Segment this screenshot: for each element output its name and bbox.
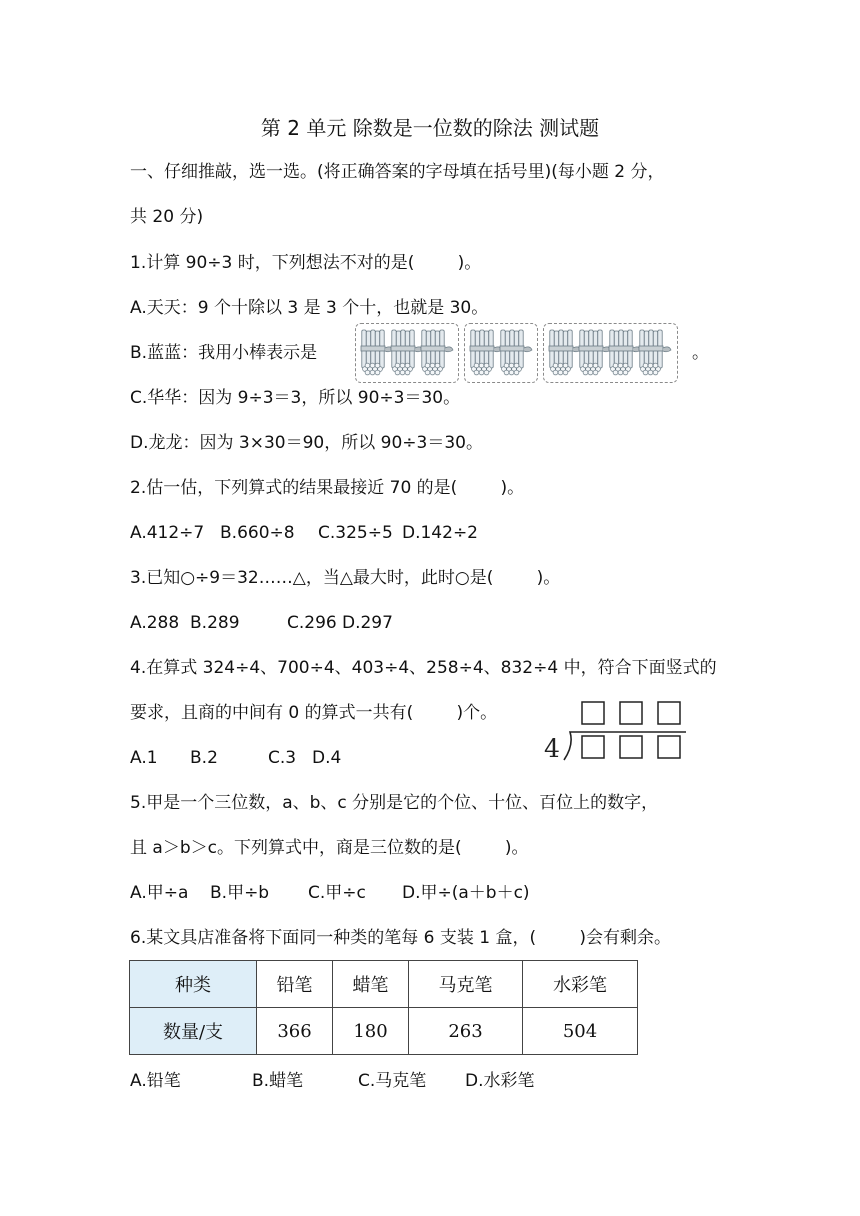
q4-option-c: C.3 [268, 748, 297, 768]
divisor-digit: 4 [544, 734, 560, 763]
section-heading-line1: 一、仔细推敲，选一选。(将正确答案的字母填在括号里)(每小题 2 分， [130, 162, 665, 182]
q6-option-d: D.水彩笔 [465, 1071, 535, 1091]
table-cell: 数量/支 [130, 1008, 257, 1055]
q1-stem: 1.计算 90÷3 时，下列想法不对的是( )。 [130, 253, 482, 273]
table-cell: 180 [333, 1008, 409, 1055]
page-title: 第 2 单元 除数是一位数的除法 测试题 [260, 116, 600, 140]
q4-line1: 4.在算式 324÷4、700÷4、403÷4、258÷4、832÷4 中，符合下面竖式的 [130, 658, 717, 678]
long-division-figure [540, 698, 690, 764]
q6-option-a: A.铅笔 [130, 1071, 181, 1091]
q2-stem: 2.估一估，下列算式的结果最接近 70 的是( )。 [130, 478, 525, 498]
table-cell: 马克笔 [409, 961, 523, 1008]
stick-bundle [470, 330, 502, 375]
bundle-group-1 [355, 323, 459, 383]
bundle-group-2 [464, 323, 538, 383]
q4-option-b: B.2 [190, 748, 218, 768]
q2-option-d: D.142÷2 [402, 523, 479, 543]
q1-option-a: A.天天：9 个十除以 3 是 3 个十，也就是 30。 [130, 298, 489, 318]
q1-option-d: D.龙龙：因为 3×30＝90，所以 90÷3＝30。 [130, 433, 483, 453]
q1-option-b-prefix: B.蓝蓝：我用小棒表示是 [130, 343, 318, 363]
quotient-box-1 [582, 702, 604, 724]
q2-option-b: B.660÷8 [220, 523, 295, 543]
q1-option-b-suffix: 。 [692, 343, 709, 363]
q1-option-c: C.华华：因为 9÷3＝3，所以 90÷3＝30。 [130, 388, 461, 408]
stick-bundle [639, 330, 671, 375]
q3-stem: 3.已知○÷9＝32……△，当△最大时，此时○是( )。 [130, 568, 561, 588]
section-heading-line2: 共 20 分) [130, 207, 204, 227]
table-cell: 蜡笔 [333, 961, 409, 1008]
table-cell: 504 [523, 1008, 638, 1055]
stick-bundle [421, 330, 453, 375]
table-cell: 水彩笔 [523, 961, 638, 1008]
q5-option-d: D.甲÷(a＋b＋c) [402, 883, 530, 903]
stick-bundle [391, 330, 423, 375]
q5-option-b: B.甲÷b [210, 883, 270, 903]
pens-table [129, 960, 638, 1055]
q3-option-a: A.288 [130, 613, 180, 633]
table-cell: 263 [409, 1008, 523, 1055]
table-cell: 铅笔 [257, 961, 333, 1008]
quotient-box-3 [658, 702, 680, 724]
q2-option-a: A.412÷7 [130, 523, 205, 543]
q6-option-b: B.蜡笔 [252, 1071, 304, 1091]
table-cell: 种类 [130, 961, 257, 1008]
q6-option-c: C.马克笔 [358, 1071, 427, 1091]
dividend-box-3 [658, 736, 680, 758]
bundle-group-3 [543, 323, 678, 383]
dividend-box-1 [582, 736, 604, 758]
quotient-box-2 [620, 702, 642, 724]
q3-option-b: B.289 [190, 613, 240, 633]
table-row [130, 1008, 638, 1055]
stick-bundle [500, 330, 532, 375]
q5-option-c: C.甲÷c [308, 883, 366, 903]
q3-option-d: D.297 [342, 613, 393, 633]
q4-option-d: D.4 [312, 748, 342, 768]
q3-option-c: C.296 [287, 613, 337, 633]
dividend-box-2 [620, 736, 642, 758]
stick-bundle [549, 330, 581, 375]
q5-line1: 5.甲是一个三位数，a、b、c 分别是它的个位、十位、百位上的数字， [130, 793, 659, 813]
table-cell: 366 [257, 1008, 333, 1055]
stick-bundle [579, 330, 611, 375]
q2-option-c: C.325÷5 [318, 523, 393, 543]
q4-line2: 要求，且商的中间有 0 的算式一共有( )个。 [130, 703, 498, 723]
stick-bundle [361, 330, 393, 375]
stick-bundle [609, 330, 641, 375]
q6-stem: 6.某文具店准备将下面同一种类的笔每 6 支装 1 盒，( )会有剩余。 [130, 928, 671, 948]
table-header-row [130, 961, 638, 1008]
q4-option-a: A.1 [130, 748, 158, 768]
q5-option-a: A.甲÷a [130, 883, 189, 903]
q5-line2: 且 a＞b＞c。下列算式中，商是三位数的是( )。 [130, 838, 529, 858]
